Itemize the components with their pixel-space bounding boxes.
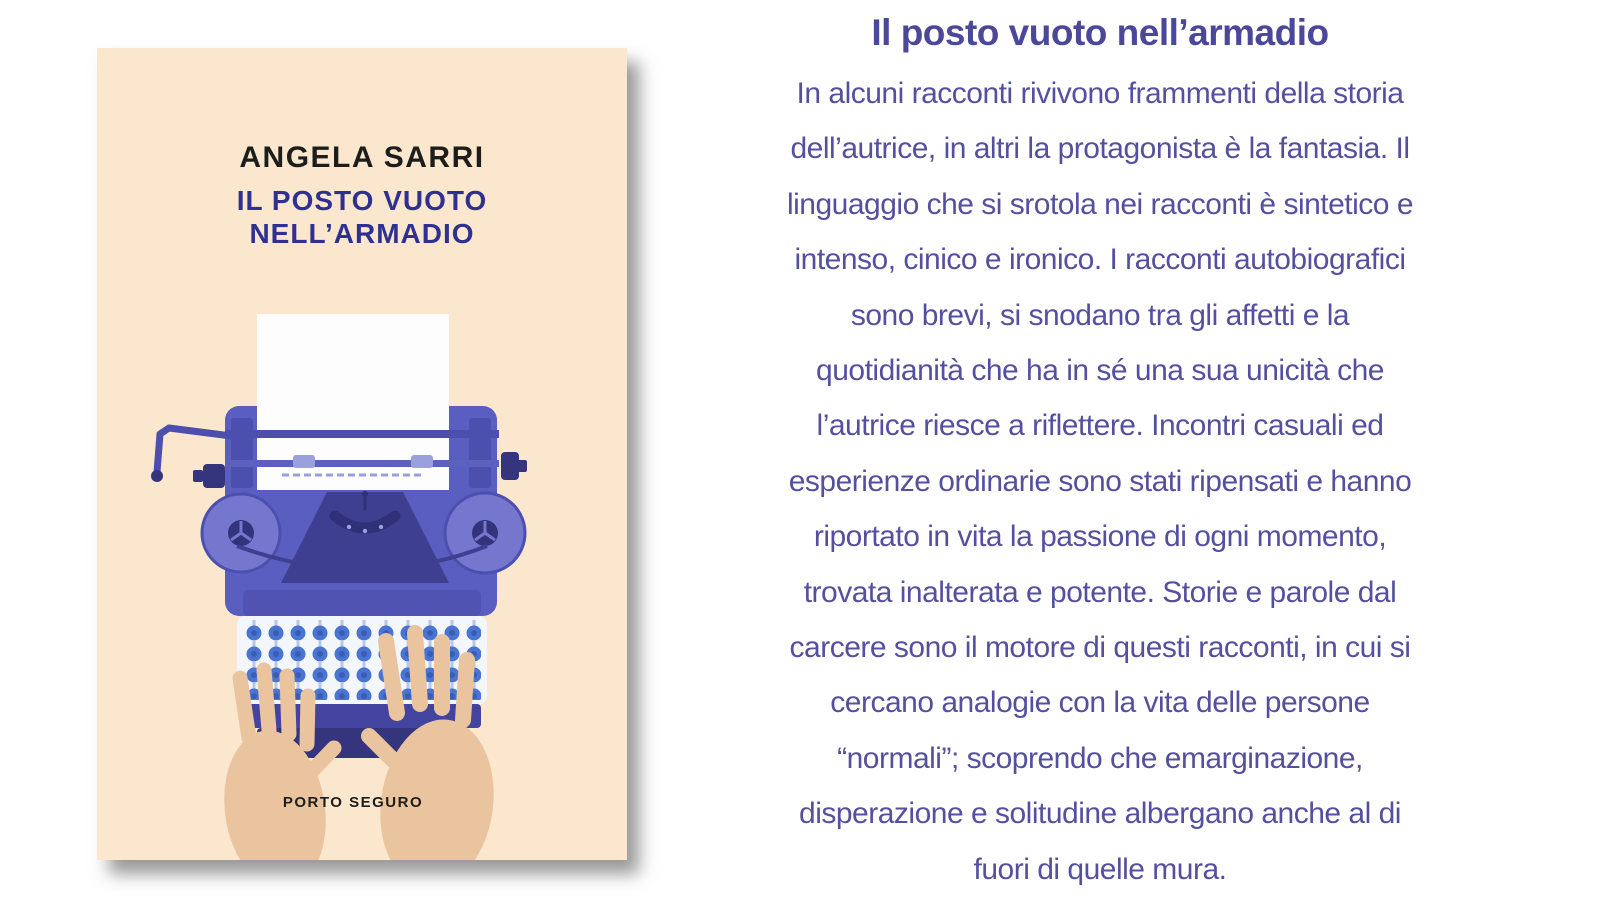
- description-line: quotidianità che ha in sé una sua unicità che: [816, 354, 1384, 388]
- cover-title-line2: NELL’ARMADIO: [249, 218, 475, 249]
- description-line: In alcuni racconti rivivono frammenti della storia: [796, 77, 1404, 110]
- description-line: riportato in vita la passione di ogni momento,: [813, 520, 1387, 554]
- description-line: sono brevi, si snodano tra gli affetti e la: [850, 298, 1350, 332]
- description-line: linguaggio che si srotola nei racconti è sintetico e: [786, 187, 1414, 221]
- cover-author: ANGELA SARRI: [239, 141, 485, 174]
- platen-knob-left: [203, 464, 225, 488]
- publisher-logo-text: PORTO SEGURO: [282, 794, 424, 811]
- book-cover: [97, 48, 627, 860]
- ribbon-spool-left: [202, 494, 280, 572]
- description-paragraph: [680, 66, 1520, 897]
- description-line: cercano analogie con la vita delle persone: [830, 686, 1370, 720]
- description-line: esperienze ordinarie sono stati ripensati e hanno: [788, 464, 1412, 498]
- description-line: l’autrice riesce a riflettere. Incontri casuali ed: [816, 409, 1384, 443]
- description-line: fuori di quelle mura.: [973, 852, 1227, 886]
- book-description: [680, 6, 1520, 897]
- typewriter-illustration: [97, 48, 627, 860]
- description-title: Il posto vuoto nell’armadio: [871, 12, 1329, 53]
- description-line: intenso, cinico e ironico. I racconti autobiografici: [794, 243, 1406, 277]
- description-line: disperazione e solitudine albergano anche al di: [799, 797, 1401, 831]
- description-line: trovata inalterata e potente. Storie e parole dal: [803, 575, 1397, 609]
- cover-title-line1: IL POSTO VUOTO: [236, 185, 488, 216]
- ribbon-spool-right: [445, 493, 525, 573]
- platen-knob-right: [501, 452, 519, 480]
- description-line: “normali”; scoprendo che emarginazione,: [837, 741, 1363, 775]
- description-line: carcere sono il motore di questi racconti, in cui si: [789, 631, 1411, 665]
- description-line: dell’autrice, in altri la protagonista è la fantasia. Il: [790, 132, 1410, 166]
